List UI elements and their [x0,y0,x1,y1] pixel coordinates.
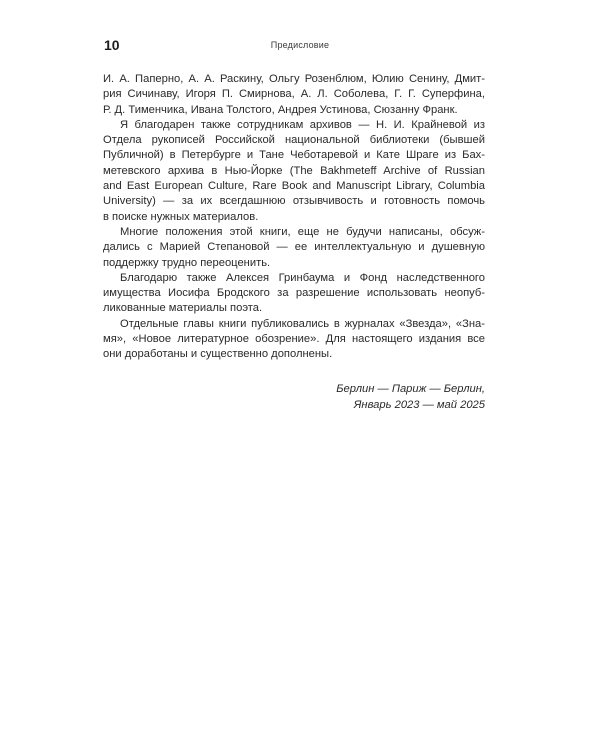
text-line: метевского архива в Нью-Йорке (The Bakhmeteff Archive of Russian [103,164,485,177]
paragraph [103,225,485,271]
text-line: University) — за их всегдашнюю отзывчивость и готовность помочь [103,195,485,208]
text-line: Благодарю также Алексея Гринбаума и Фонд наследственного [120,271,485,284]
text-line: они доработаны и существенно дополнены. [103,348,333,361]
text-line: рия Сичинаву, Игоря П. Смирнова, А. Л. Соболева, Г. Г. Суперфина, [103,88,485,101]
paragraph [103,317,485,363]
text-line: Я благодарен также сотрудникам архивов — Н. И. Крайневой из [120,118,485,131]
text-line: имущества Иосифа Бродского за разрешение использовать неопуб- [103,287,485,300]
paragraph [103,271,485,317]
signature-places: Берлин — Париж — Берлин, [336,383,485,395]
text-line: Отдельные главы книги публиковались в журналах «Звезда», «Зна- [120,317,485,330]
text-line: ликованные материалы поэта. [103,302,263,315]
text-line: Отдела рукописей Российской национальной библиотеки (бывшей [103,134,485,147]
text-line: Р. Д. Тименчика, Ивана Толстого, Андрея Устинова, Сюзанну Франк. [103,103,458,116]
text-line: Публичной) в Петербурге и Тане Чеботаревой и Кате Шраге из Бах- [103,149,485,162]
text-line: дались с Марией Степановой — ее интеллектуальную и душевную [103,241,485,254]
text-line: мя», «Новое литературное обозрение». Для настоящего издания все [103,333,485,346]
paragraph [103,72,485,118]
page-number: 10 [104,37,120,53]
signature [336,381,485,413]
text-line: поддержку трудно переоценить. [103,256,271,269]
text-line: Многие положения этой книги, еще не будучи написаны, обсуж- [120,225,485,238]
signature-dates: Январь 2023 — май 2025 [353,399,485,411]
paragraph [103,118,485,225]
text-line: and East European Culture, Rare Book and Manuscript Library, Columbia [103,180,485,193]
text-line: И. А. Паперно, А. А. Раскину, Ольгу Розенблюм, Юлию Сенину, Дмит- [103,73,485,85]
body-text [103,72,485,363]
text-line: в поиске нужных материалов. [103,210,259,223]
running-head: Предисловие [270,40,330,50]
